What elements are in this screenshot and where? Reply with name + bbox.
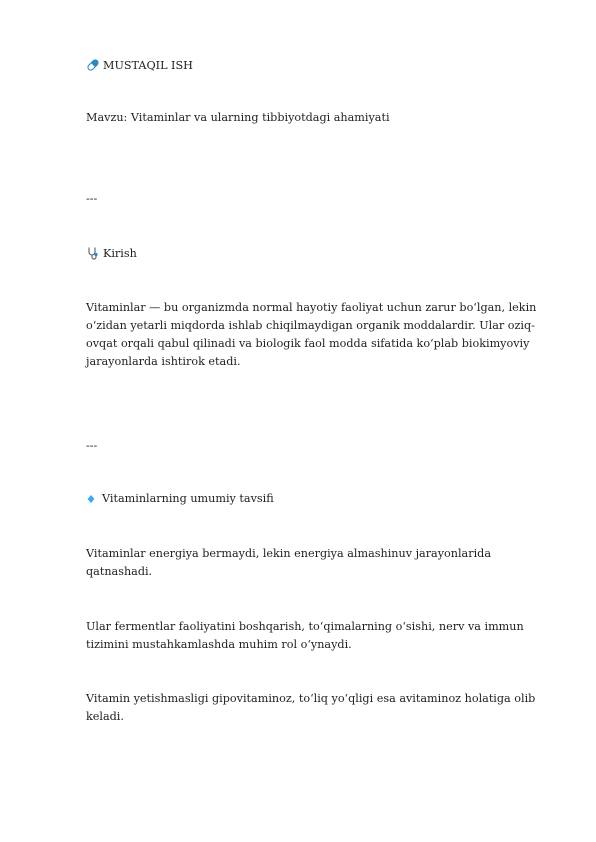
- pill-icon: [86, 58, 100, 72]
- intro-heading-text: Kirish: [103, 247, 137, 260]
- intro-paragraph: Vitaminlar — bu organizmda normal hayotiy faoliyat uchun zarur bo‘lgan, lekin o‘zidan yetarli miqdorda ishlab chiqilmaydigan organik moddalardir. Ular oziq-ovqat orqali qabul qilinadi va biologik faol modda sifatida ko‘plab biokimyoviy jarayonlarda ishtirok etadi.: [86, 301, 537, 368]
- section-paragraph-3: Vitamin yetishmasligi gipovitaminoz, to‘liq yo‘qligi esa avitaminoz holatiga olib keladi.: [86, 692, 536, 723]
- small-blue-diamond-icon: [86, 493, 96, 505]
- intro-heading: [86, 244, 137, 264]
- stethoscope-icon: [86, 246, 100, 260]
- separator-2: ---: [86, 439, 98, 452]
- section-heading: [86, 489, 274, 509]
- separator-1: ---: [86, 192, 98, 205]
- section-heading-text: Vitaminlarning umumiy tavsifi: [102, 492, 274, 505]
- topic-line: Mavzu: Vitaminlar va ularning tibbiyotdagi ahamiyati: [86, 111, 390, 124]
- document-title: [86, 56, 193, 76]
- section-paragraph-2: Ular fermentlar faoliyatini boshqarish, to‘qimalarning o‘sishi, nerv va immun tizimini mustahkamlashda muhim rol o‘ynaydi.: [86, 620, 524, 651]
- section-paragraph-1: Vitaminlar energiya bermaydi, lekin energiya almashinuv jarayonlarida qatnashadi.: [86, 547, 491, 578]
- title-text: MUSTAQIL ISH: [103, 59, 193, 72]
